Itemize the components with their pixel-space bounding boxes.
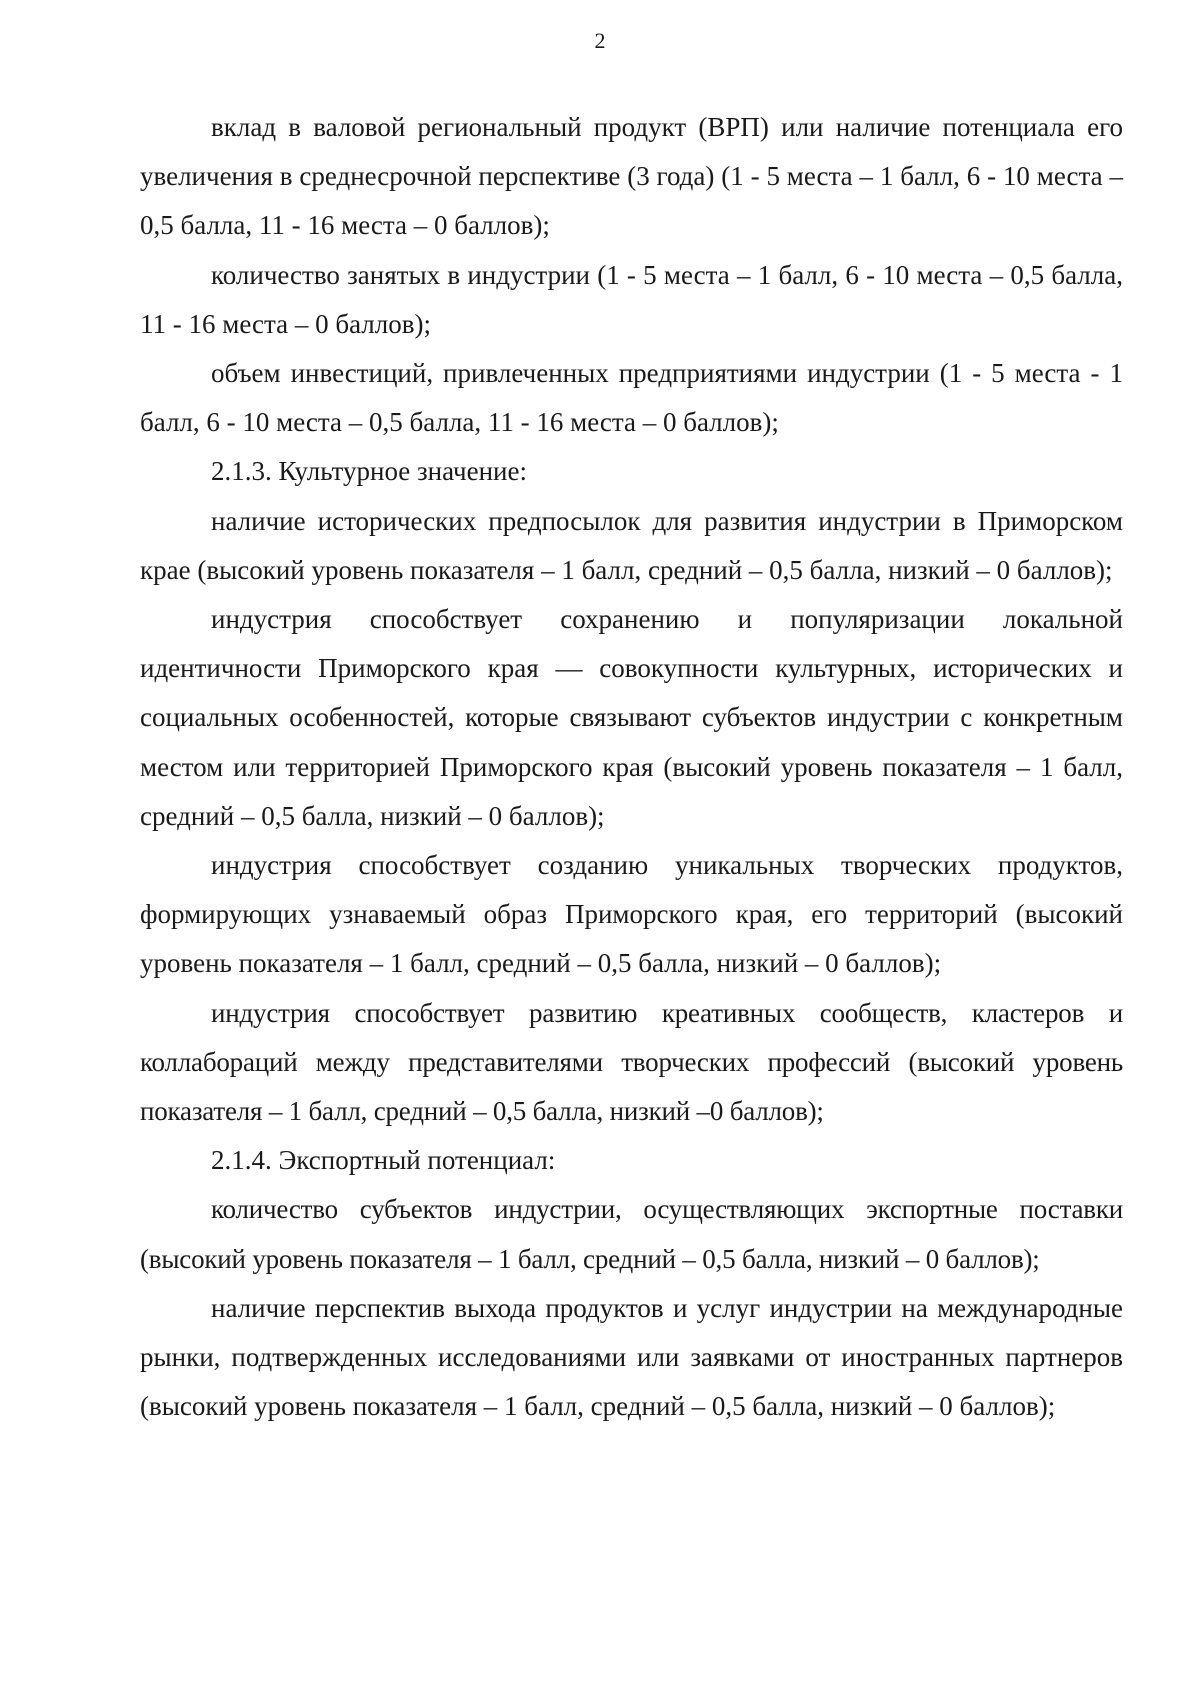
paragraph-grp-contribution: вклад в валовой региональный продукт (ВРП) или наличие потенциала его увеличения в среднесрочной перспективе (3 года) (1 - 5 места – 1 балл, 6 - 10 места – 0,5 балла, 11 - 16 места – 0 баллов); [140, 112, 1123, 241]
page-number: 2 [594, 28, 606, 53]
paragraph-investment: объем инвестиций, привлеченных предприятиями индустрии (1 - 5 места - 1 балл, 6 - 10 места – 0,5 балла, 11 - 16 места – 0 баллов); [140, 358, 1123, 438]
paragraph-historical-prerequisites: наличие исторических предпосылок для развития индустрии в Приморском крае (высокий уровень показателя – 1 балл, средний – 0,5 балла, низкий – 0 баллов); [140, 505, 1123, 585]
paragraph-export-subjects: количество субъектов индустрии, осуществляющих экспортные поставки (высокий уровень показателя – 1 балл, средний – 0,5 балла, низкий – 0 баллов); [140, 1194, 1123, 1274]
paragraph-international-markets: наличие перспектив выхода продуктов и услуг индустрии на международные рынки, подтвержденных исследованиями или заявками от иностранных партнеров (высокий уровень показателя – 1 балл, средний – 0,5 балла, низкий – 0 баллов); [140, 1292, 1123, 1422]
section-heading-cultural-significance: 2.1.3. Культурное значение: [211, 456, 527, 487]
paragraph-employment: количество занятых в индустрии (1 - 5 места – 1 балл, 6 - 10 места – 0,5 балла, 11 - 16 места – 0 баллов); [140, 259, 1123, 339]
section-heading-export-potential: 2.1.4. Экспортный потенциал: [211, 1145, 556, 1176]
document-body [140, 103, 1123, 1431]
paragraph-creative-communities: индустрия способствует развитию креативных сообществ, кластеров и коллабораций между представителями творческих профессий (высокий уровень показателя – 1 балл, средний – 0,5 балла, низкий –0 баллов); [140, 997, 1123, 1127]
paragraph-local-identity: индустрия способствует сохранению и популяризации локальной идентичности Приморского края — совокупности культурных, исторических и социальных особенностей, которые связывают субъектов индустрии с конкретным местом или территорией Приморского края (высокий уровень показателя – 1 балл, средний – 0,5 балла, низкий – 0 баллов); [140, 604, 1123, 831]
paragraph-unique-products: индустрия способствует созданию уникальных творческих продуктов, формирующих узнаваемый образ Приморского края, его территорий (высокий уровень показателя – 1 балл, средний – 0,5 балла, низкий – 0 баллов); [140, 850, 1123, 979]
